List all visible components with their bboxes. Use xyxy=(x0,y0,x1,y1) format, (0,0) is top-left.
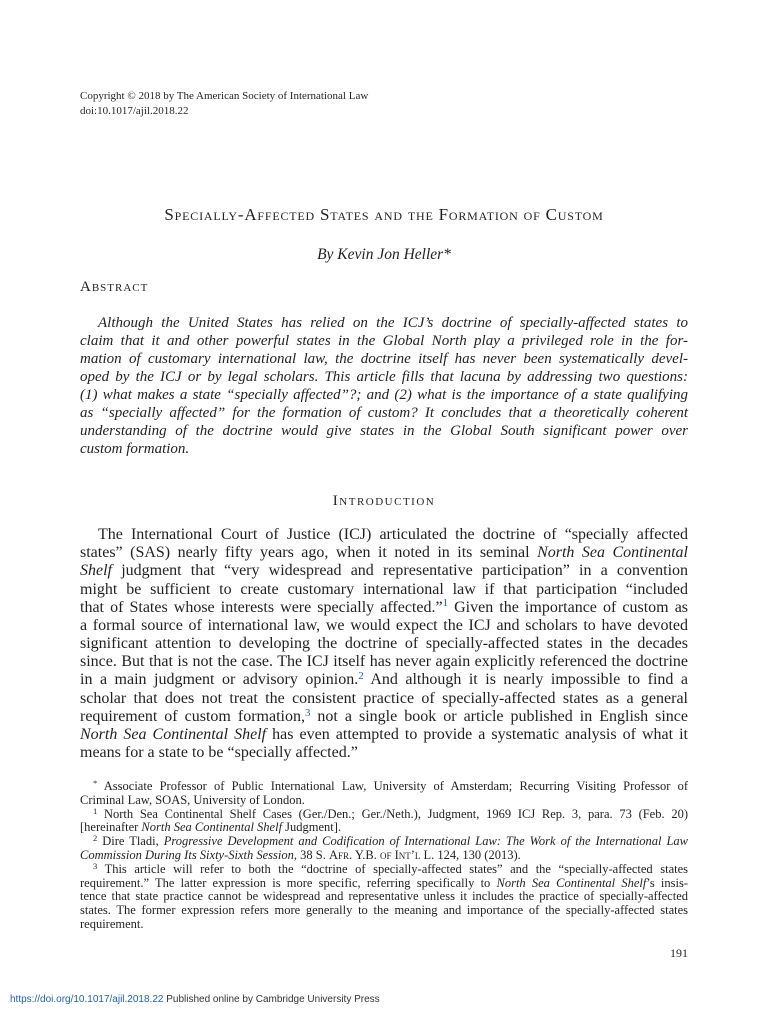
footnotes xyxy=(80,777,689,932)
footnote-text: [hereinafter xyxy=(80,820,139,835)
intro-line xyxy=(80,653,688,671)
footnote-text: Criminal Law, SOAS, University of London. xyxy=(80,792,305,807)
intro-line xyxy=(80,635,688,653)
intro-text: might be sufficient to create customary international law if that participation “included xyxy=(80,580,688,598)
section-heading-introduction: Introduction xyxy=(332,493,436,509)
case-name-italic: North Sea Continental Shelf xyxy=(496,875,647,890)
intro-text: that of States whose interests were specially affected.” xyxy=(80,598,443,616)
footnote-text: Y.B. xyxy=(354,847,377,862)
footnote-text: tence that state practice cannot be widespread and representative unless it includes the practice of specially-affected xyxy=(80,889,688,904)
doi-link[interactable]: https://doi.org/10.1017/ajil.2018.22 xyxy=(10,994,164,1005)
footnote-line xyxy=(80,835,688,849)
published-online-text: Published online by Cambridge University Press xyxy=(166,994,380,1005)
footnote-line xyxy=(80,890,688,904)
intro-line xyxy=(80,690,688,708)
intro-text: The International Court of Justice (ICJ) articulated the doctrine of “specially affected xyxy=(98,526,688,543)
footnote-text: requirement. xyxy=(80,916,144,931)
case-name-italic: North Sea Continental Shelf xyxy=(141,820,283,835)
doi-text: doi:10.1017/ajil.2018.22 xyxy=(80,105,189,117)
abstract-line: oped by the ICJ or by legal scholars. This article fills that lacuna by addressing two questions: xyxy=(80,369,688,385)
footnote-line xyxy=(80,860,688,877)
intro-line xyxy=(80,562,688,580)
introduction-body xyxy=(80,526,688,762)
footnote-smallcaps: Afr. xyxy=(328,847,353,862)
case-name-italic: North Sea Continental xyxy=(537,544,688,562)
work-title-italic: Progressive Development and Codification of International Law: The Work of the International Law xyxy=(163,834,689,849)
footnote-line xyxy=(80,849,688,863)
intro-text: has even attempted to provide a systematic analysis of what it xyxy=(272,725,688,743)
footnote-marker: 1 xyxy=(93,805,98,816)
intro-line xyxy=(80,708,688,726)
footnote-line xyxy=(80,777,689,794)
intro-text: states” (SAS) nearly fifty years ago, when it noted in its seminal xyxy=(80,544,530,562)
footnote-line xyxy=(80,805,688,822)
footnote-ref-2[interactable]: 2 xyxy=(358,670,364,683)
footnote-ref-1[interactable]: 1 xyxy=(442,597,449,610)
intro-text: scholar that does not treat the consistent practice of specially-affected states as a general xyxy=(80,689,688,707)
footnote-line xyxy=(80,794,688,808)
abstract-line: custom formation. xyxy=(80,441,190,457)
abstract-line: claim that it and other powerful states in the Global North play a privileged role in the for- xyxy=(80,333,688,349)
footnote-text: Judgment]. xyxy=(285,820,342,835)
abstract-line: as “specially affected” for the formation of custom? It concludes that a theoretically coherent xyxy=(80,405,688,421)
page-number: 191 xyxy=(670,946,688,960)
intro-text: means for a state to be “specially affected.” xyxy=(80,744,358,762)
footnote-text: Dire Tladi, xyxy=(102,834,159,849)
intro-line xyxy=(80,581,688,599)
intro-text: since. But that is not the case. The ICJ itself has never again explicitly referenced the doctrine xyxy=(80,653,688,671)
footnote-smallcaps: of Int’l xyxy=(379,847,421,862)
footnote-line xyxy=(80,821,688,835)
footnote-text: states. The former expression refers more generally to the meaning and importance of the specially-affected states xyxy=(80,903,688,918)
intro-text: Given the importance of custom as xyxy=(454,598,689,616)
footnote-marker: * xyxy=(93,777,98,788)
abstract-line: Although the United States has relied on the ICJ’s doctrine of specially-affected states to xyxy=(98,315,688,331)
publisher-footer xyxy=(10,994,380,1006)
intro-text: And although it is nearly impossible to find a xyxy=(370,671,689,689)
footnote-text: Associate Professor of Public International Law, University of Amsterdam; Recurring Visiting Professor of xyxy=(103,779,689,793)
intro-line xyxy=(80,526,688,544)
footnote-ref-3[interactable]: 3 xyxy=(304,706,311,719)
abstract-body xyxy=(80,314,688,458)
abstract-line: understanding of the doctrine would give states in the Global South significant power over xyxy=(80,423,688,439)
footnote-line xyxy=(80,877,688,891)
article-title: Specially-Affected States and the Formation of Custom xyxy=(164,205,604,224)
intro-line xyxy=(80,544,688,562)
intro-text: judgment that “very widespread and representative participation” in a convention xyxy=(121,562,689,580)
footnote-text: ’s insis- xyxy=(646,875,688,890)
intro-text: in a main judgment or advisory opinion. xyxy=(80,671,359,689)
footnote-text: , 38 S. xyxy=(293,847,326,862)
intro-line xyxy=(80,671,688,689)
footnote-marker: 2 xyxy=(93,833,98,844)
copyright-notice: Copyright © 2018 by The American Society of International Law xyxy=(80,90,369,102)
abstract-heading: Abstract xyxy=(80,279,149,295)
author-byline: By Kevin Jon Heller* xyxy=(317,246,451,263)
case-name-italic: Shelf xyxy=(80,562,112,580)
intro-text: not a single book or article published in English since xyxy=(317,707,689,725)
footnote-text: North Sea Continental Shelf Cases (Ger./Den.; Ger./Neth.), Judgment, 1969 ICJ Rep. 3, para. 73 (Feb. 20) xyxy=(103,806,688,821)
footnote-text: L. 124, 130 (2013). xyxy=(423,847,521,862)
abstract-line: (1) what makes a state “specially affected”?; and (2) what is the importance of a state qualifying xyxy=(80,387,688,403)
intro-line xyxy=(80,744,688,762)
footnote-marker: 3 xyxy=(93,860,98,871)
intro-line xyxy=(80,617,688,635)
abstract-line: mation of customary international law, the doctrine itself has never been systematically devel- xyxy=(80,351,688,367)
footnote-text: requirement.” The latter expression is more specific, referring specifically to xyxy=(80,875,491,890)
footnote-text: This article will refer to both the “doctrine of specially-affected states” and the “specially-affected states xyxy=(104,861,688,876)
intro-text: requirement of custom formation, xyxy=(80,707,305,725)
case-name-italic: North Sea Continental Shelf xyxy=(80,725,267,743)
footnote-line xyxy=(80,904,688,918)
intro-line xyxy=(80,726,688,744)
footnote-line xyxy=(80,918,688,932)
intro-line xyxy=(80,599,688,617)
journal-header xyxy=(80,89,368,119)
intro-text: a formal source of international law, we would expect the ICJ and scholars to have devoted xyxy=(80,616,688,634)
work-title-italic: Commission During Its Sixty-Sixth Session xyxy=(80,847,294,862)
intro-text: significant attention to developing the doctrine of specially-affected states in the decades xyxy=(80,635,688,653)
